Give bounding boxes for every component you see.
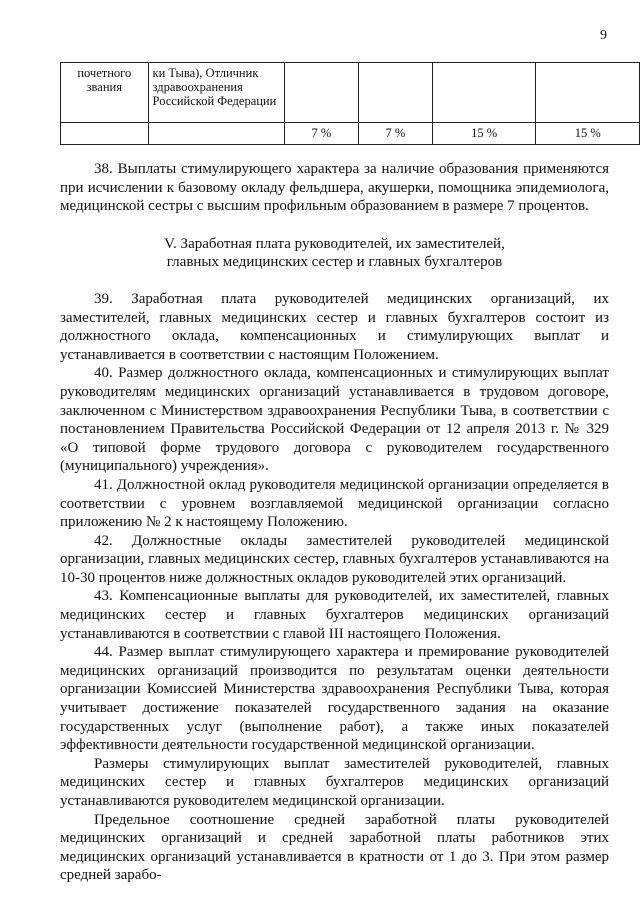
table-cell: 7 %	[284, 123, 358, 145]
paragraph-40: 40. Размер должностного оклада, компенсационных и стимулирующих выплат руководителям медицинских организаций устанавливается в трудовом договоре, заключенном с Министерством здравоохранения Республики Тыва, в соответствии с постановлением Правительства Российской Федерации от 12 апреля 2013 г. № 329 «О типовой форме трудового договора с руководителем государственного (муниципального) учреждения».	[60, 365, 609, 475]
table-cell	[536, 63, 640, 123]
table-cell	[432, 63, 536, 123]
paragraph-42: 42. Должностные оклады заместителей руководителей медицинской организации, главных медицинских сестер, главных бухгалтеров устанавливаются на 10-30 процентов ниже должностных окладов руководителей этих организаций.	[60, 532, 609, 586]
paragraph-41: 41. Должностной оклад руководителя медицинской организации определяется в соответствии с уровнем возглавляемой медицинской организации согласно приложению № 2 к настоящему Положению.	[60, 476, 609, 531]
table-cell	[284, 63, 358, 123]
table-cell	[61, 123, 149, 145]
table-row	[61, 123, 640, 145]
page-number: 9	[600, 28, 607, 43]
table-cell: 15 %	[432, 123, 536, 145]
section-title	[60, 235, 609, 272]
paragraph-46: Предельное соотношение средней заработной платы руководителей медицинских организаций и средней заработной платы работников этих медицинских организаций устанавливается в кратности от 1 до 3. При этом размер средней зарабо-	[60, 811, 609, 884]
table-cell	[148, 123, 284, 145]
table-cell: 15 %	[536, 123, 640, 145]
paragraph-44: 44. Размер выплат стимулирующего характера и премирование руководителей медицинских организаций производится по результатам оценки деятельности организации Комиссией Министерства здравоохранения Республики Тыва, которая учитывает достижение показателей государственного задания на оказание государственных услуг (выполнение работ), а также иных показателей эффективности деятельности государственной медицинской организации.	[60, 644, 609, 754]
continuation-table	[60, 62, 640, 145]
paragraph-43: 43. Компенсационные выплаты для руководителей, их заместителей, главных медицинских сестер и главных бухгалтеров медицинских организаций устанавливаются в соответствии с главой III настоящего Положения.	[60, 588, 609, 642]
table-cell: 7 %	[358, 123, 432, 145]
table-row	[61, 63, 640, 123]
paragraph-38: 38. Выплаты стимулирующего характера за наличие образования применяются при исчислении к базовому окладу фельдшера, акушерки, помощника эпидемиолога, медицинской сестры с высшим профильным образованием в размере 7 процентов.	[60, 161, 609, 215]
table-cell: ки Тыва), Отличник здравоохранения Российской Федерации	[148, 63, 284, 123]
section-title-line-2: главных медицинских сестер и главных бухгалтеров	[166, 254, 503, 271]
paragraph-39: 39. Заработная плата руководителей медицинских организаций, их заместителей, главных медицинских сестер и главных бухгалтеров состоит из должностного оклада, компенсационных и стимулирующих выплат и устанавливается в соответствии с настоящим Положением.	[60, 290, 609, 363]
table-cell: почетного звания	[61, 63, 149, 123]
document-body	[60, 160, 609, 885]
table-cell	[358, 63, 432, 123]
paragraph-45: Размеры стимулирующих выплат заместителей руководителей, главных медицинских сестер и главных бухгалтеров медицинских организаций устанавливаются руководителем медицинской организации.	[60, 755, 609, 809]
section-title-line-1: V. Заработная плата руководителей, их заместителей,	[164, 235, 505, 252]
